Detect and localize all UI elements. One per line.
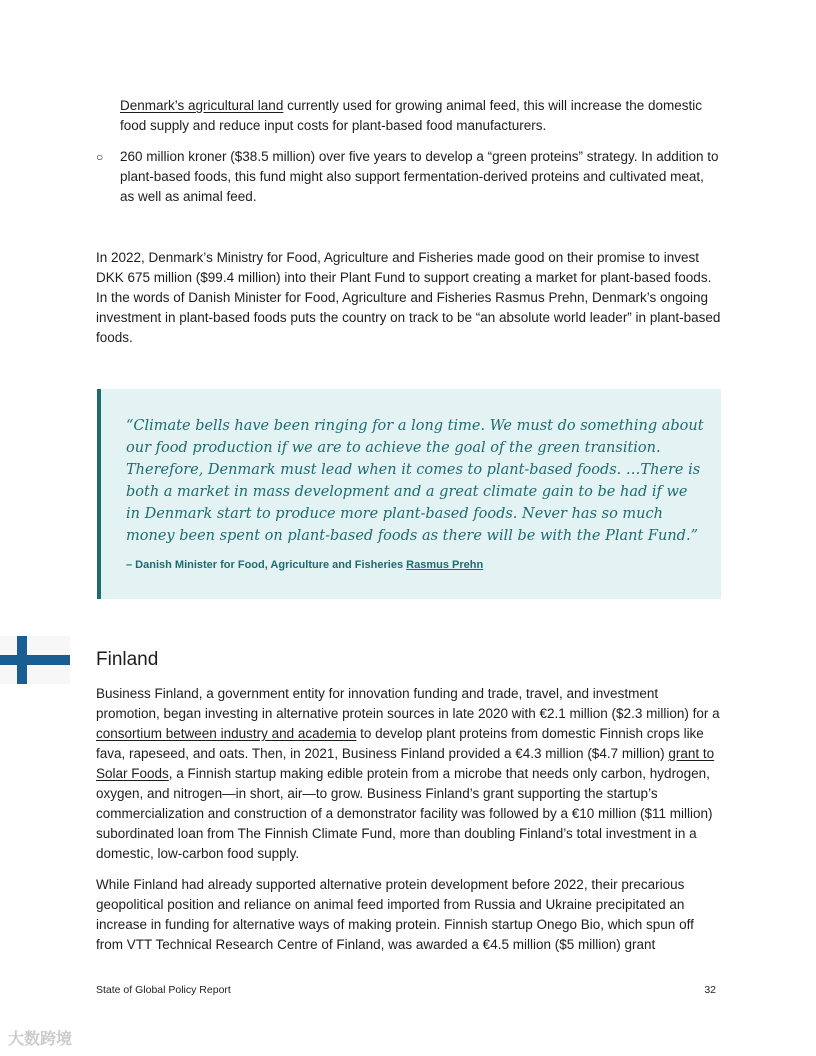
finland-p1-text-a: Business Finland, a government entity for innovation funding and trade, travel, and investment promotion, began investing in alternative protein sources in late 2020 with €2.1 million ($2.3 million) for a (96, 686, 720, 721)
finland-p1-text-b: to develop plant proteins from domestic Finnish crops like fava, rapeseed, and oats. Then, in 2021, Business Finland provided a €4.3 million ($4.7 million) (96, 726, 704, 761)
quote-text: “Climate bells have been ringing for a long time. We must do something about our food production if we are to achieve the goal of the green transition. Therefore, Denmark must lead when it comes to plant-based foods. …There is both a market in mass development and a great climate gain to be had if we in Denmark start to produce more plant-based foods. Never has so much money been spent on plant-based foods as there will be with the Plant Fund.” (126, 418, 704, 544)
rasmus-prehn-link[interactable]: Rasmus Prehn (406, 559, 484, 571)
continued-bullet-text (120, 96, 720, 136)
watermark-logo: 大数跨境 (8, 1031, 73, 1048)
solar-foods-grant-link[interactable]: grant to Solar Foods (96, 746, 715, 781)
quote-attribution-prefix: – Danish Minister for Food, Agriculture and Fisheries (126, 559, 407, 571)
footer-page-number: 32 (704, 984, 716, 996)
hollow-circle-bullet-icon: ○ (96, 150, 104, 164)
quote-attribution (126, 557, 706, 573)
denmark-agricultural-land-link[interactable]: Denmark’s agricultural land (120, 98, 284, 113)
pull-quote (97, 389, 721, 599)
continued-bullet-rest: currently used for growing animal feed, this will increase the domestic food supply and reduce input costs for plant-based food manufacturers. (120, 98, 703, 133)
bullet-text: 260 million kroner ($38.5 million) over five years to develop a “green proteins” strategy. In addition to plant-based foods, this fund might also support fermentation-derived proteins and cultivated meat, as well as animal feed. (120, 149, 719, 204)
section-title-finland: Finland (96, 649, 159, 670)
consortium-link[interactable]: consortium between industry and academia (96, 726, 357, 741)
finland-paragraph-1 (96, 684, 722, 864)
paragraph-2022-plant-fund: In 2022, Denmark’s Ministry for Food, Agriculture and Fisheries made good on their promise to invest DKK 675 million ($99.4 million) into their Plant Fund to support creating a market for plant-based foods. In the words of Danish Minister for Food, Agriculture and Fisheries Rasmus Prehn, Denmark’s ongoing investment in plant-based foods puts the country on track to be “an absolute world leader” in plant-based foods. (96, 250, 721, 345)
footer-report-title: State of Global Policy Report (96, 984, 231, 996)
finland-flag-icon (0, 636, 70, 684)
finland-p1-text-c: , a Finnish startup making edible protein from a microbe that needs only carbon, hydrogen, oxygen, and nitrogen—in short, air—to grow. Business Finland’s grant supporting the startup’s commercialization and construction of a demonstrator facility was followed by a €10 million ($11 million) subordinated loan from The Finnish Climate Fund, more than doubling Finland’s total investment in a domestic, low-carbon food supply. (96, 766, 713, 861)
finland-paragraph-2: While Finland had already supported alternative protein development before 2022, their precarious geopolitical position and reliance on animal feed imported from Russia and Ukraine precipitated an increase in funding for alternative ways of making protein. Finnish startup Onego Bio, which spun off from VTT Technical Research Centre of Finland, was awarded a €4.5 million ($5 million) grant (96, 877, 694, 952)
